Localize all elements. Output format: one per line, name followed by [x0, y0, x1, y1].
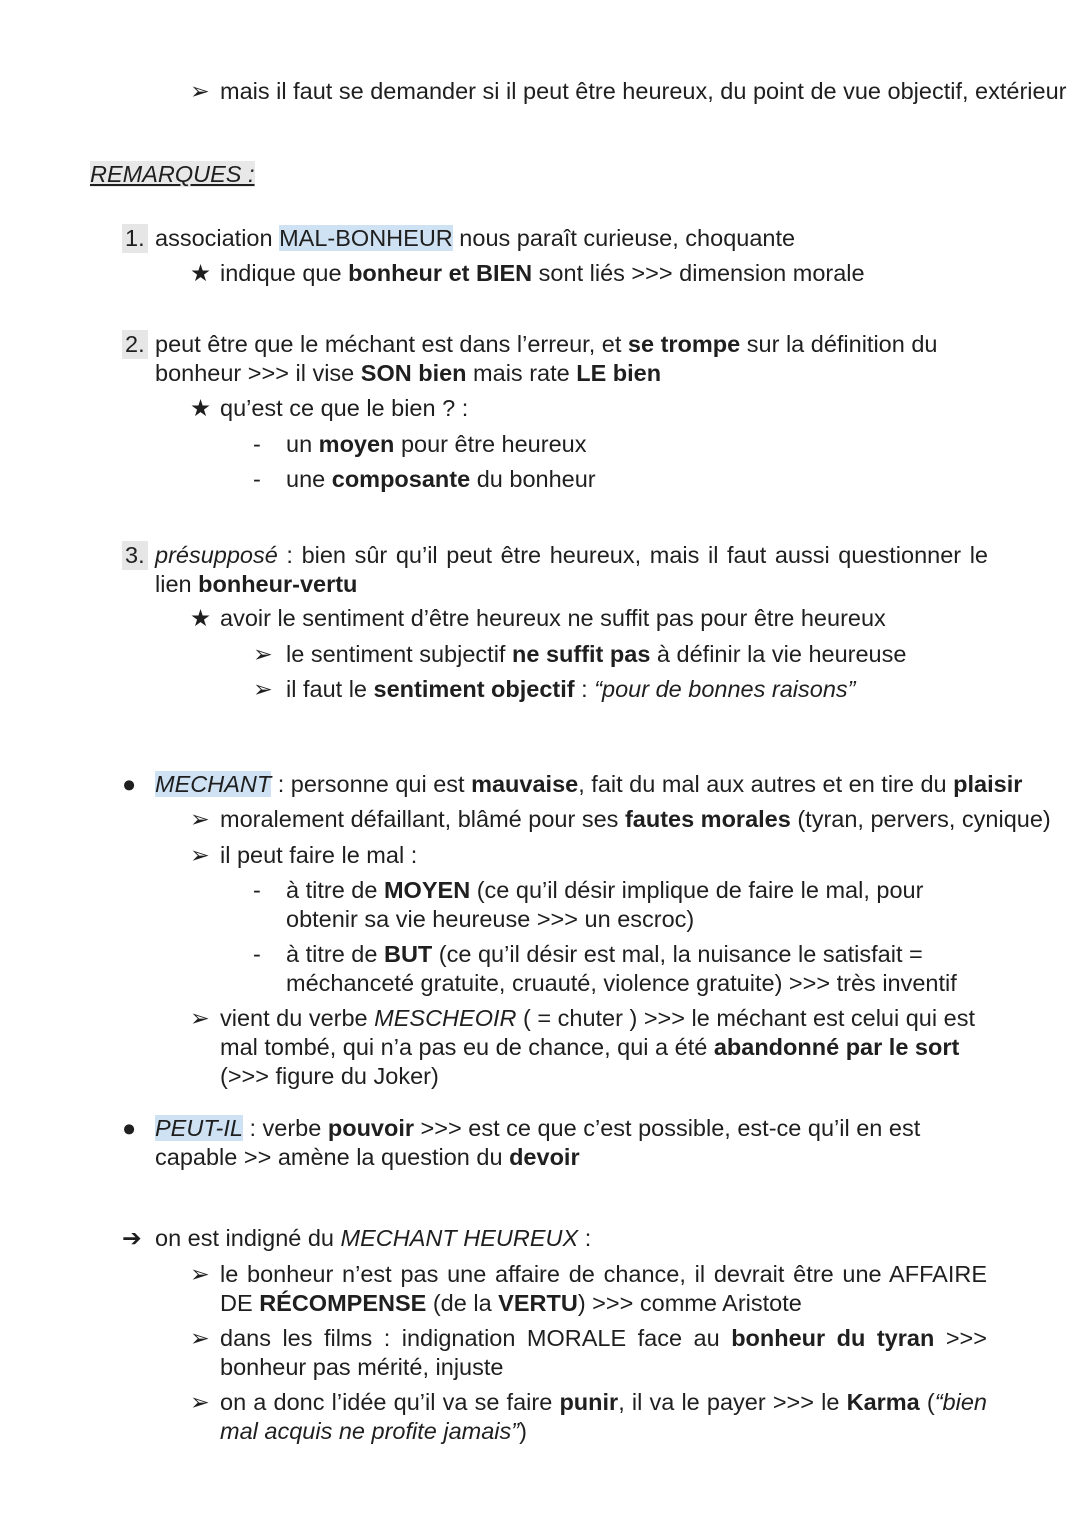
mechant-term: MECHANT: [155, 771, 272, 797]
arrow-bullet-icon: ➢: [190, 78, 210, 104]
remarques-title: REMARQUES :: [90, 161, 255, 187]
dash-bullet-icon: -: [253, 466, 261, 492]
indigne-sub-3: on a donc l’idée qu’il va se faire punir, il va le payer >>> le Karma (“bien mal acquis ne profite jamais”): [220, 1389, 987, 1444]
indigne-heading: on est indigné du MECHANT HEUREUX :: [155, 1225, 592, 1251]
mechant-definition: MECHANT : personne qui est mauvaise, fait du mal aux autres et en tire du plaisir: [155, 771, 1023, 797]
remark-2-number: 2.: [122, 330, 148, 359]
remark-3-text: présupposé : bien sûr qu’il peut être heureux, mais il faut aussi questionner le lien bonheur-vertu: [155, 542, 988, 597]
remark-2-star: qu’est ce que le bien ? :: [220, 395, 469, 421]
indigne-sub-1: le bonheur n’est pas une affaire de chance, il devrait être une AFFAIRE DE RÉCOMPENSE (de la VERTU) >>> comme Aristote: [220, 1261, 987, 1316]
remark-1-star: indique que bonheur et BIEN sont liés >>> dimension morale: [220, 260, 865, 286]
remark-2-dash-1: un moyen pour être heureux: [286, 431, 587, 457]
arrow-bullet-icon: ➢: [190, 806, 210, 832]
dot-bullet-icon: ●: [122, 771, 137, 797]
remark-3-sub-2: il faut le sentiment objectif : “pour de bonnes raisons”: [286, 676, 856, 702]
arrow-bullet-icon: ➢: [190, 1325, 210, 1351]
star-bullet-icon: ★: [190, 395, 212, 421]
star-bullet-icon: ★: [190, 260, 212, 286]
indigne-sub-2: dans les films : indignation MORALE face au bonheur du tyran >>> bonheur pas mérité, injuste: [220, 1325, 987, 1380]
arrow-bullet-icon: ➢: [253, 676, 273, 702]
star-bullet-icon: ★: [190, 605, 212, 631]
remark-1-number: 1.: [122, 224, 148, 253]
dash-bullet-icon: -: [253, 877, 261, 903]
dash-bullet-icon: -: [253, 941, 261, 967]
arrow-bullet-icon: ➢: [190, 1005, 210, 1031]
peutil-definition: PEUT-IL : verbe pouvoir >>> est ce que c’est possible, est-ce qu’il en est capable >> amène la question du devoir: [155, 1115, 921, 1170]
remarques-heading: [90, 160, 255, 189]
remark-3-sub-1: le sentiment subjectif ne suffit pas à définir la vie heureuse: [286, 641, 907, 667]
remark-3-number: 3.: [122, 541, 148, 570]
peutil-term: PEUT-IL: [155, 1115, 243, 1141]
remark-1-text: association MAL-BONHEUR nous paraît curieuse, choquante: [155, 225, 796, 251]
mechant-sub-1: moralement défaillant, blâmé pour ses fautes morales (tyran, pervers, cynique): [220, 806, 1051, 832]
arrow-bullet-icon: ➢: [190, 1389, 210, 1415]
right-arrow-icon: ➔: [122, 1225, 142, 1251]
remark-3-star: avoir le sentiment d’être heureux ne suffit pas pour être heureux: [220, 605, 886, 631]
mechant-dash-1: à titre de MOYEN (ce qu’il désir implique de faire le mal, pour obtenir sa vie heureuse >>> un escroc): [286, 877, 924, 932]
remark-2-dash-2: une composante du bonheur: [286, 466, 596, 492]
dash-bullet-icon: -: [253, 431, 261, 457]
dot-bullet-icon: ●: [122, 1115, 137, 1141]
mechant-sub-3: vient du verbe MESCHEOIR ( = chuter ) >>> le méchant est celui qui est mal tombé, qui n’a pas eu de chance, qui a été abandonné par le sort (>>> figure du Joker): [220, 1005, 975, 1089]
mechant-sub-2: il peut faire le mal :: [220, 842, 418, 868]
arrow-bullet-icon: ➢: [190, 842, 210, 868]
arrow-bullet-icon: ➢: [190, 1261, 210, 1287]
intro-line: mais il faut se demander si il peut être heureux, du point de vue objectif, extérieur: [220, 78, 1067, 104]
arrow-bullet-icon: ➢: [253, 641, 273, 667]
mal-bonheur-highlight: MAL-BONHEUR: [279, 225, 453, 251]
remark-2-text: peut être que le méchant est dans l’erreur, et se trompe sur la définition du bonheur >>> il vise SON bien mais rate LE bien: [155, 331, 938, 386]
mechant-dash-2: à titre de BUT (ce qu’il désir est mal, la nuisance le satisfait = méchanceté gratuite, cruauté, violence gratuite) >>> très inventif: [286, 941, 957, 996]
